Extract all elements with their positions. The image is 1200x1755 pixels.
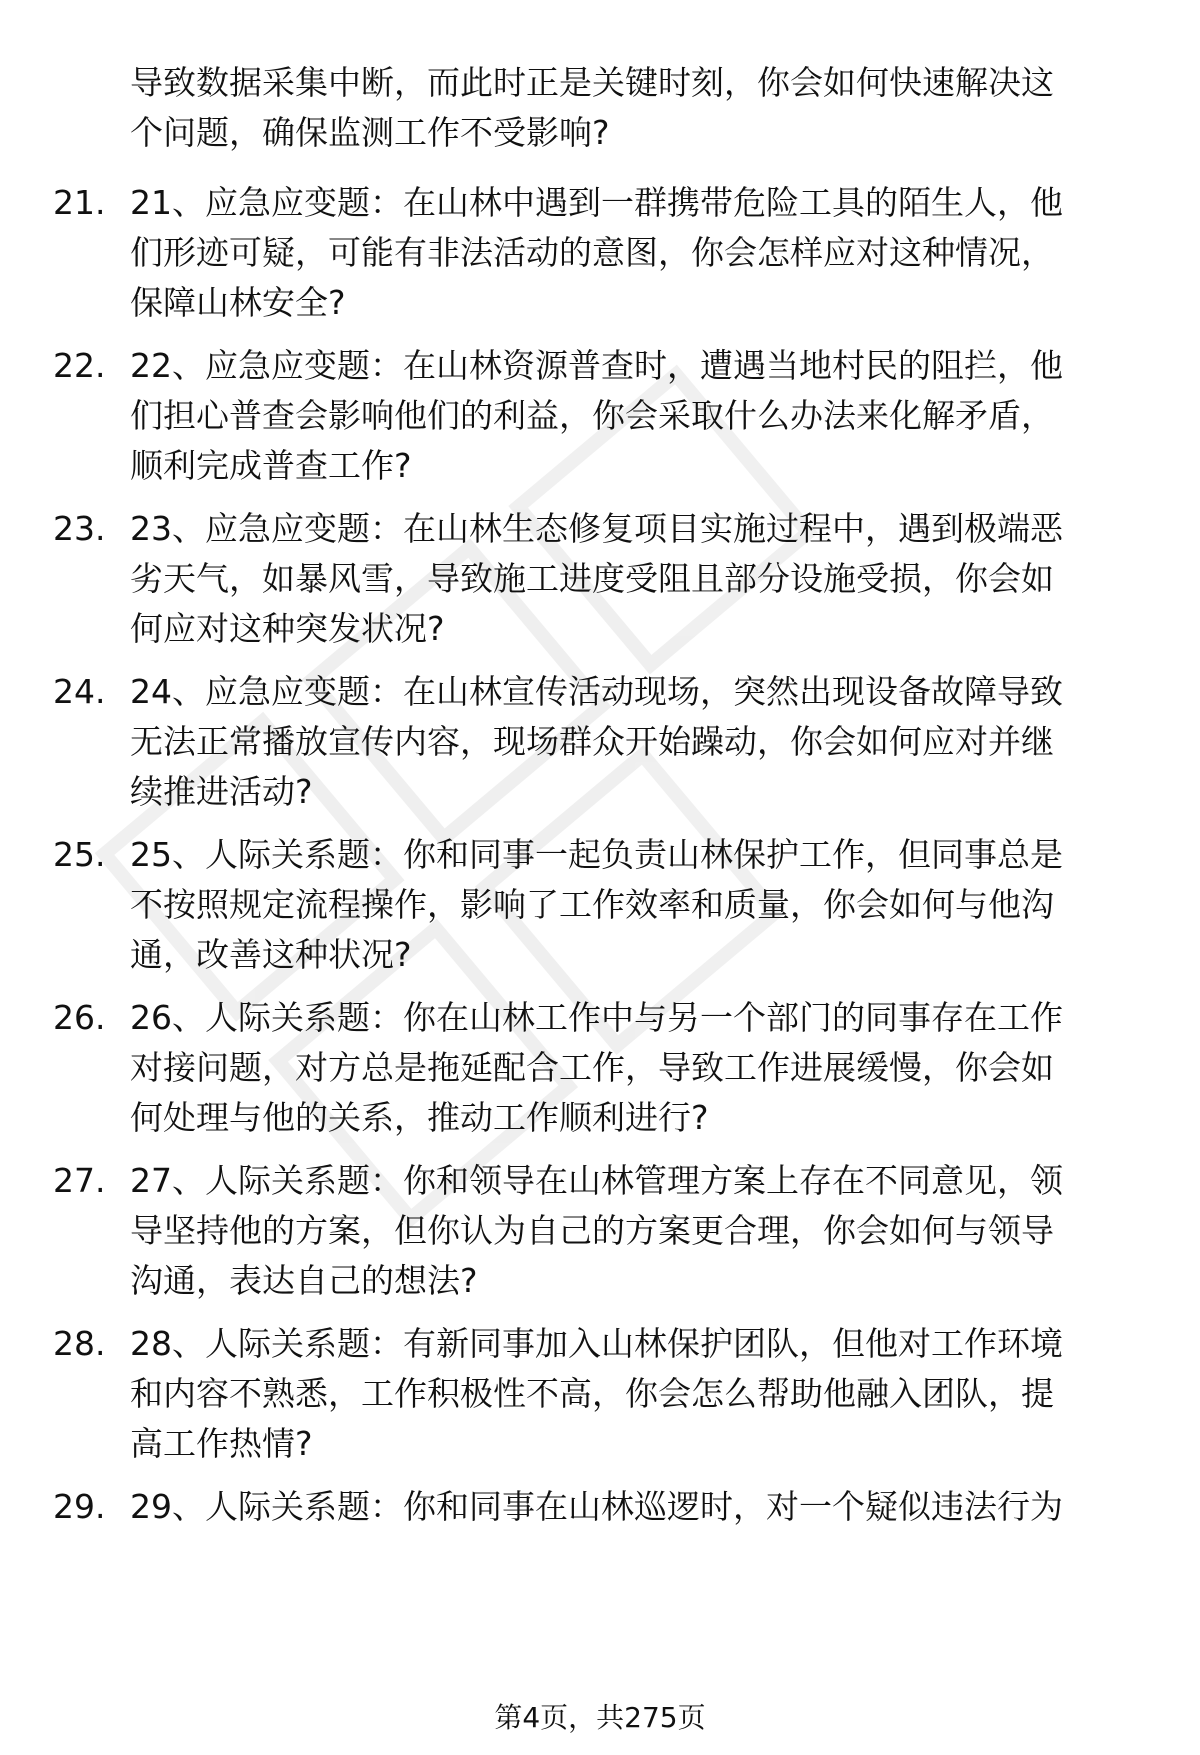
item-number: 22. [53, 346, 106, 385]
item-text-line: 沟通，表达自己的想法? [130, 1261, 478, 1300]
item-text-line: 导坚持他的方案，但你认为自己的方案更合理，你会如何与领导 [130, 1211, 1054, 1250]
item-number: 23. [53, 509, 106, 548]
item-text-line: 和内容不熟悉，工作积极性不高，你会怎么帮助他融入团队，提 [130, 1374, 1054, 1413]
item-text-line: 不按照规定流程操作，影响了工作效率和质量，你会如何与他沟 [130, 885, 1054, 924]
item-text-line: 29、人际关系题：你和同事在山林巡逻时，对一个疑似违法行为 [130, 1487, 1063, 1526]
item-text-line: 高工作热情? [130, 1424, 313, 1463]
item-text-line: 续推进活动? [130, 772, 313, 811]
item-text-line: 保障山林安全? [130, 283, 346, 322]
item-text-line: 27、人际关系题：你和领导在山林管理方案上存在不同意见，领 [130, 1161, 1063, 1200]
item-text-line: 们形迹可疑，可能有非法活动的意图，你会怎样应对这种情况， [130, 233, 1054, 272]
item-number: 27. [53, 1161, 106, 1200]
item-text-line: 何应对这种突发状况? [130, 609, 445, 648]
item-number: 25. [53, 835, 106, 874]
page-footer: 第4页，共275页 [494, 1701, 706, 1734]
item-text-line: 26、人际关系题：你在山林工作中与另一个部门的同事存在工作 [130, 998, 1063, 1037]
continuation-line: 个问题，确保监测工作不受影响? [130, 113, 610, 152]
item-text-line: 22、应急应变题：在山林资源普查时，遭遇当地村民的阻拦，他 [130, 346, 1063, 385]
item-text-line: 们担心普查会影响他们的利益，你会采取什么办法来化解矛盾， [130, 396, 1054, 435]
item-text-line: 劣天气，如暴风雪，导致施工进度受阻且部分设施受损，你会如 [130, 559, 1054, 598]
item-text-line: 何处理与他的关系，推动工作顺利进行? [130, 1098, 709, 1137]
item-text-line: 顺利完成普查工作? [130, 446, 412, 485]
item-text-line: 21、应急应变题：在山林中遇到一群携带危险工具的陌生人，他 [130, 183, 1063, 222]
item-text-line: 25、人际关系题：你和同事一起负责山林保护工作，但同事总是 [130, 835, 1063, 874]
item-number: 21. [53, 183, 106, 222]
item-number: 26. [53, 998, 106, 1037]
item-text-line: 无法正常播放宣传内容，现场群众开始躁动，你会如何应对并继 [130, 722, 1054, 761]
item-text-line: 通，改善这种状况? [130, 935, 412, 974]
item-number: 24. [53, 672, 106, 711]
item-text-line: 24、应急应变题：在山林宣传活动现场，突然出现设备故障导致 [130, 672, 1063, 711]
continuation-line: 导致数据采集中断，而此时正是关键时刻，你会如何快速解决这 [130, 63, 1054, 102]
item-text-line: 28、人际关系题：有新同事加入山林保护团队，但他对工作环境 [130, 1324, 1063, 1363]
item-number: 29. [53, 1487, 106, 1526]
item-text-line: 对接问题，对方总是拖延配合工作，导致工作进展缓慢，你会如 [130, 1048, 1054, 1087]
item-number: 28. [53, 1324, 106, 1363]
item-text-line: 23、应急应变题：在山林生态修复项目实施过程中，遇到极端恶 [130, 509, 1063, 548]
